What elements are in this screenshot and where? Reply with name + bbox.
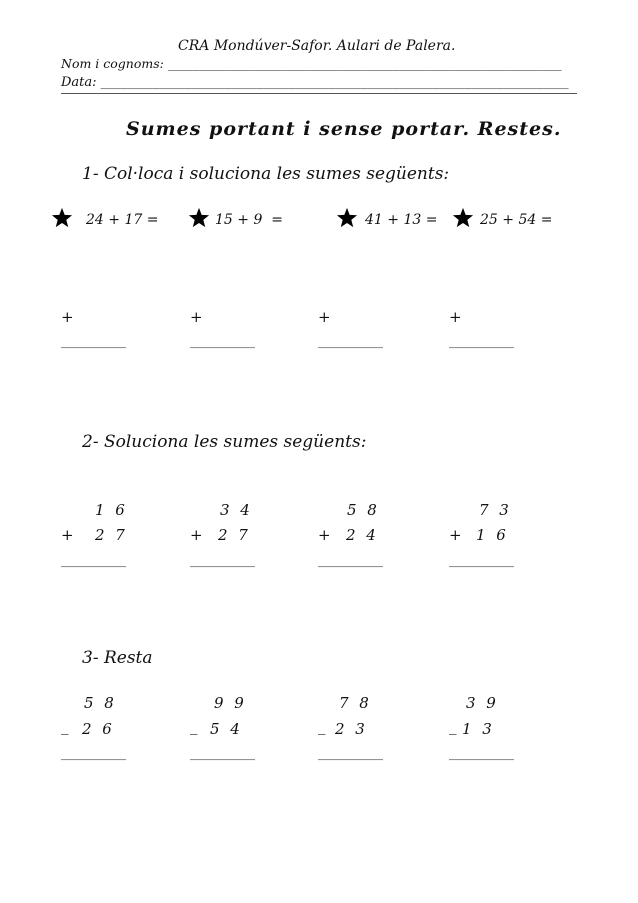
operator: + (61, 526, 77, 544)
answer-line: __________ (61, 746, 126, 761)
answer-line: __________ (61, 553, 126, 568)
minuend: 5 8 (84, 694, 117, 712)
star-icon (188, 207, 210, 229)
answer-line: __________ (318, 334, 383, 349)
answer-line: __________ (190, 553, 255, 568)
minuend: 7 8 (339, 694, 372, 712)
addend-bottom: 2 4 (346, 526, 379, 544)
equation-3: 41 + 13 = (365, 212, 438, 228)
plus-sign: + (318, 308, 334, 326)
answer-line: __________ (190, 746, 255, 761)
name-line: Nom i cognoms: _______________________________________________________________ (61, 56, 562, 71)
operator: _ (318, 717, 329, 735)
answer-line: __________ (318, 746, 383, 761)
plus-sign: + (449, 308, 465, 326)
subtrahend: 5 4 (210, 720, 243, 738)
answer-line: __________ (449, 553, 514, 568)
star-icon (452, 207, 474, 229)
operator: _ (61, 717, 72, 735)
plus-sign: + (61, 308, 77, 326)
minuend: 9 9 (214, 694, 247, 712)
school-header: CRA Mondúver-Safor. Aulari de Palera. (178, 38, 456, 54)
operator: + (190, 526, 206, 544)
equation-4: 25 + 54 = (480, 212, 553, 228)
star-icon (51, 207, 73, 229)
addend-bottom: 1 6 (476, 526, 509, 544)
section1-heading: 1- Col·loca i soluciona les sumes següents: (82, 164, 450, 184)
date-line: Data: ________________________________________________________________________ (61, 75, 569, 90)
operator: + (449, 526, 465, 544)
answer-line: __________ (318, 553, 383, 568)
section3-heading: 3- Resta (82, 648, 153, 668)
equation-1: 24 + 17 = (86, 212, 159, 228)
star-icon (336, 207, 358, 229)
equation-2: 15 + 9 = (215, 212, 283, 228)
answer-line: __________ (190, 334, 255, 349)
answer-line: __________ (449, 746, 514, 761)
plus-sign: + (190, 308, 206, 326)
subtrahend: 2 6 (82, 720, 115, 738)
addend-top: 1 6 (95, 501, 128, 519)
answer-line: __________ (61, 334, 126, 349)
page-title: Sumes portant i sense portar. Restes. (126, 118, 562, 140)
minuend: 3 9 (466, 694, 499, 712)
addend-top: 3 4 (220, 501, 253, 519)
header-divider (61, 93, 577, 94)
operator: _ (449, 717, 460, 735)
operator: + (318, 526, 334, 544)
operator: _ (190, 717, 201, 735)
addend-top: 5 8 (347, 501, 380, 519)
addend-bottom: 2 7 (95, 526, 128, 544)
subtrahend: 2 3 (335, 720, 368, 738)
addend-bottom: 2 7 (218, 526, 251, 544)
addend-top: 7 3 (479, 501, 512, 519)
section2-heading: 2- Soluciona les sumes següents: (82, 432, 367, 452)
subtrahend: 1 3 (462, 720, 495, 738)
answer-line: __________ (449, 334, 514, 349)
